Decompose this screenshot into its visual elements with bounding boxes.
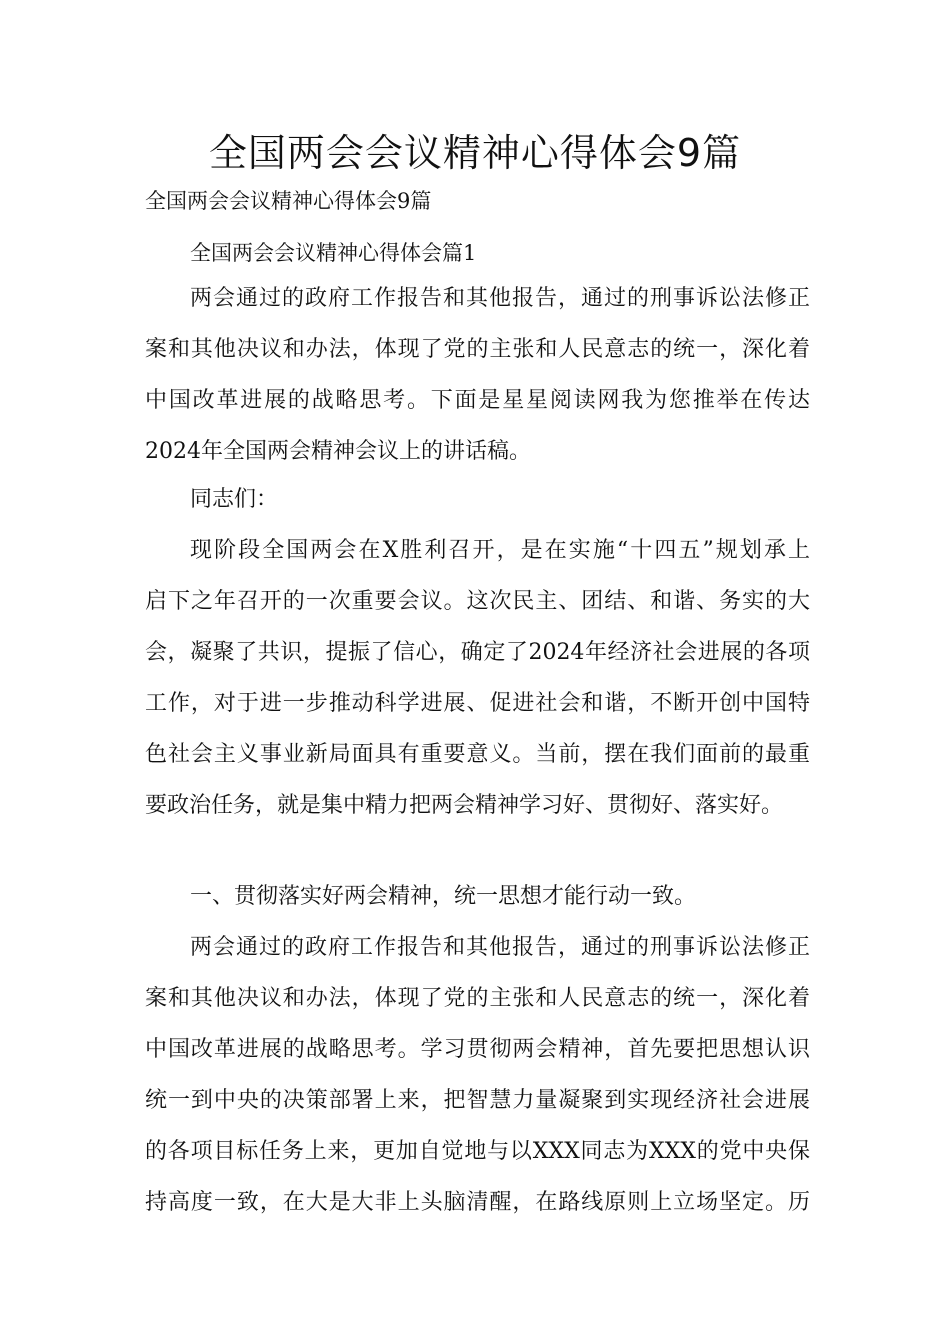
paragraph-line: 两会通过的政府工作报告和其他报告，通过的刑事诉讼法修正: [190, 286, 810, 311]
document-subtitle: 全国两会会议精神心得体会9篇: [145, 189, 432, 213]
paragraph-line: 色社会主义事业新局面具有重要意义。当前，摆在我们面前的最重: [145, 742, 810, 767]
paragraph-line: 会，凝聚了共识，提振了信心，确定了2024年经济社会进展的各项: [145, 640, 810, 665]
paragraph-line: 案和其他决议和办法，体现了党的主张和人民意志的统一，深化着: [145, 337, 810, 362]
heading-1: 一、贯彻落实好两会精神，统一思想才能行动一致。: [190, 884, 697, 909]
paragraph-line: 2024年全国两会精神会议上的讲话稿。: [145, 439, 531, 464]
paragraph-line: 两会通过的政府工作报告和其他报告，通过的刑事诉讼法修正: [190, 935, 810, 960]
paragraph-line: 持高度一致，在大是大非上头脑清醒，在路线原则上立场坚定。历: [145, 1190, 810, 1215]
section-title: 全国两会会议精神心得体会篇1: [190, 241, 477, 265]
paragraph-line: 案和其他决议和办法，体现了党的主张和人民意志的统一，深化着: [145, 986, 810, 1011]
document-title: 全国两会会议精神心得体会9篇: [208, 131, 742, 175]
paragraph-line: 现阶段全国两会在X胜利召开，是在实施“十四五”规划承上: [190, 538, 810, 563]
salutation: 同志们：: [190, 487, 279, 512]
paragraph-3: [145, 922, 810, 1228]
paragraph-line: 中国改革进展的战略思考。下面是星星阅读网我为您推举在传达: [145, 388, 810, 413]
paragraph-line: 启下之年召开的一次重要会议。这次民主、团结、和谐、务实的大: [145, 589, 810, 614]
paragraph-line: 的各项目标任务上来，更加自觉地与以XXX同志为XXX的党中央保: [145, 1139, 810, 1164]
paragraph-line: 中国改革进展的战略思考。学习贯彻两会精神，首先要把思想认识: [145, 1037, 810, 1062]
paragraph-1: [145, 273, 810, 477]
paragraph-line: 工作，对于进一步推动科学进展、促进社会和谐，不断开创中国特: [145, 691, 810, 716]
paragraph-line: 统一到中央的决策部署上来，把智慧力量凝聚到实现经济社会进展: [145, 1088, 810, 1113]
paragraph-line: 要政治任务，就是集中精力把两会精神学习好、贯彻好、落实好。: [145, 793, 784, 818]
paragraph-2: [145, 525, 810, 831]
